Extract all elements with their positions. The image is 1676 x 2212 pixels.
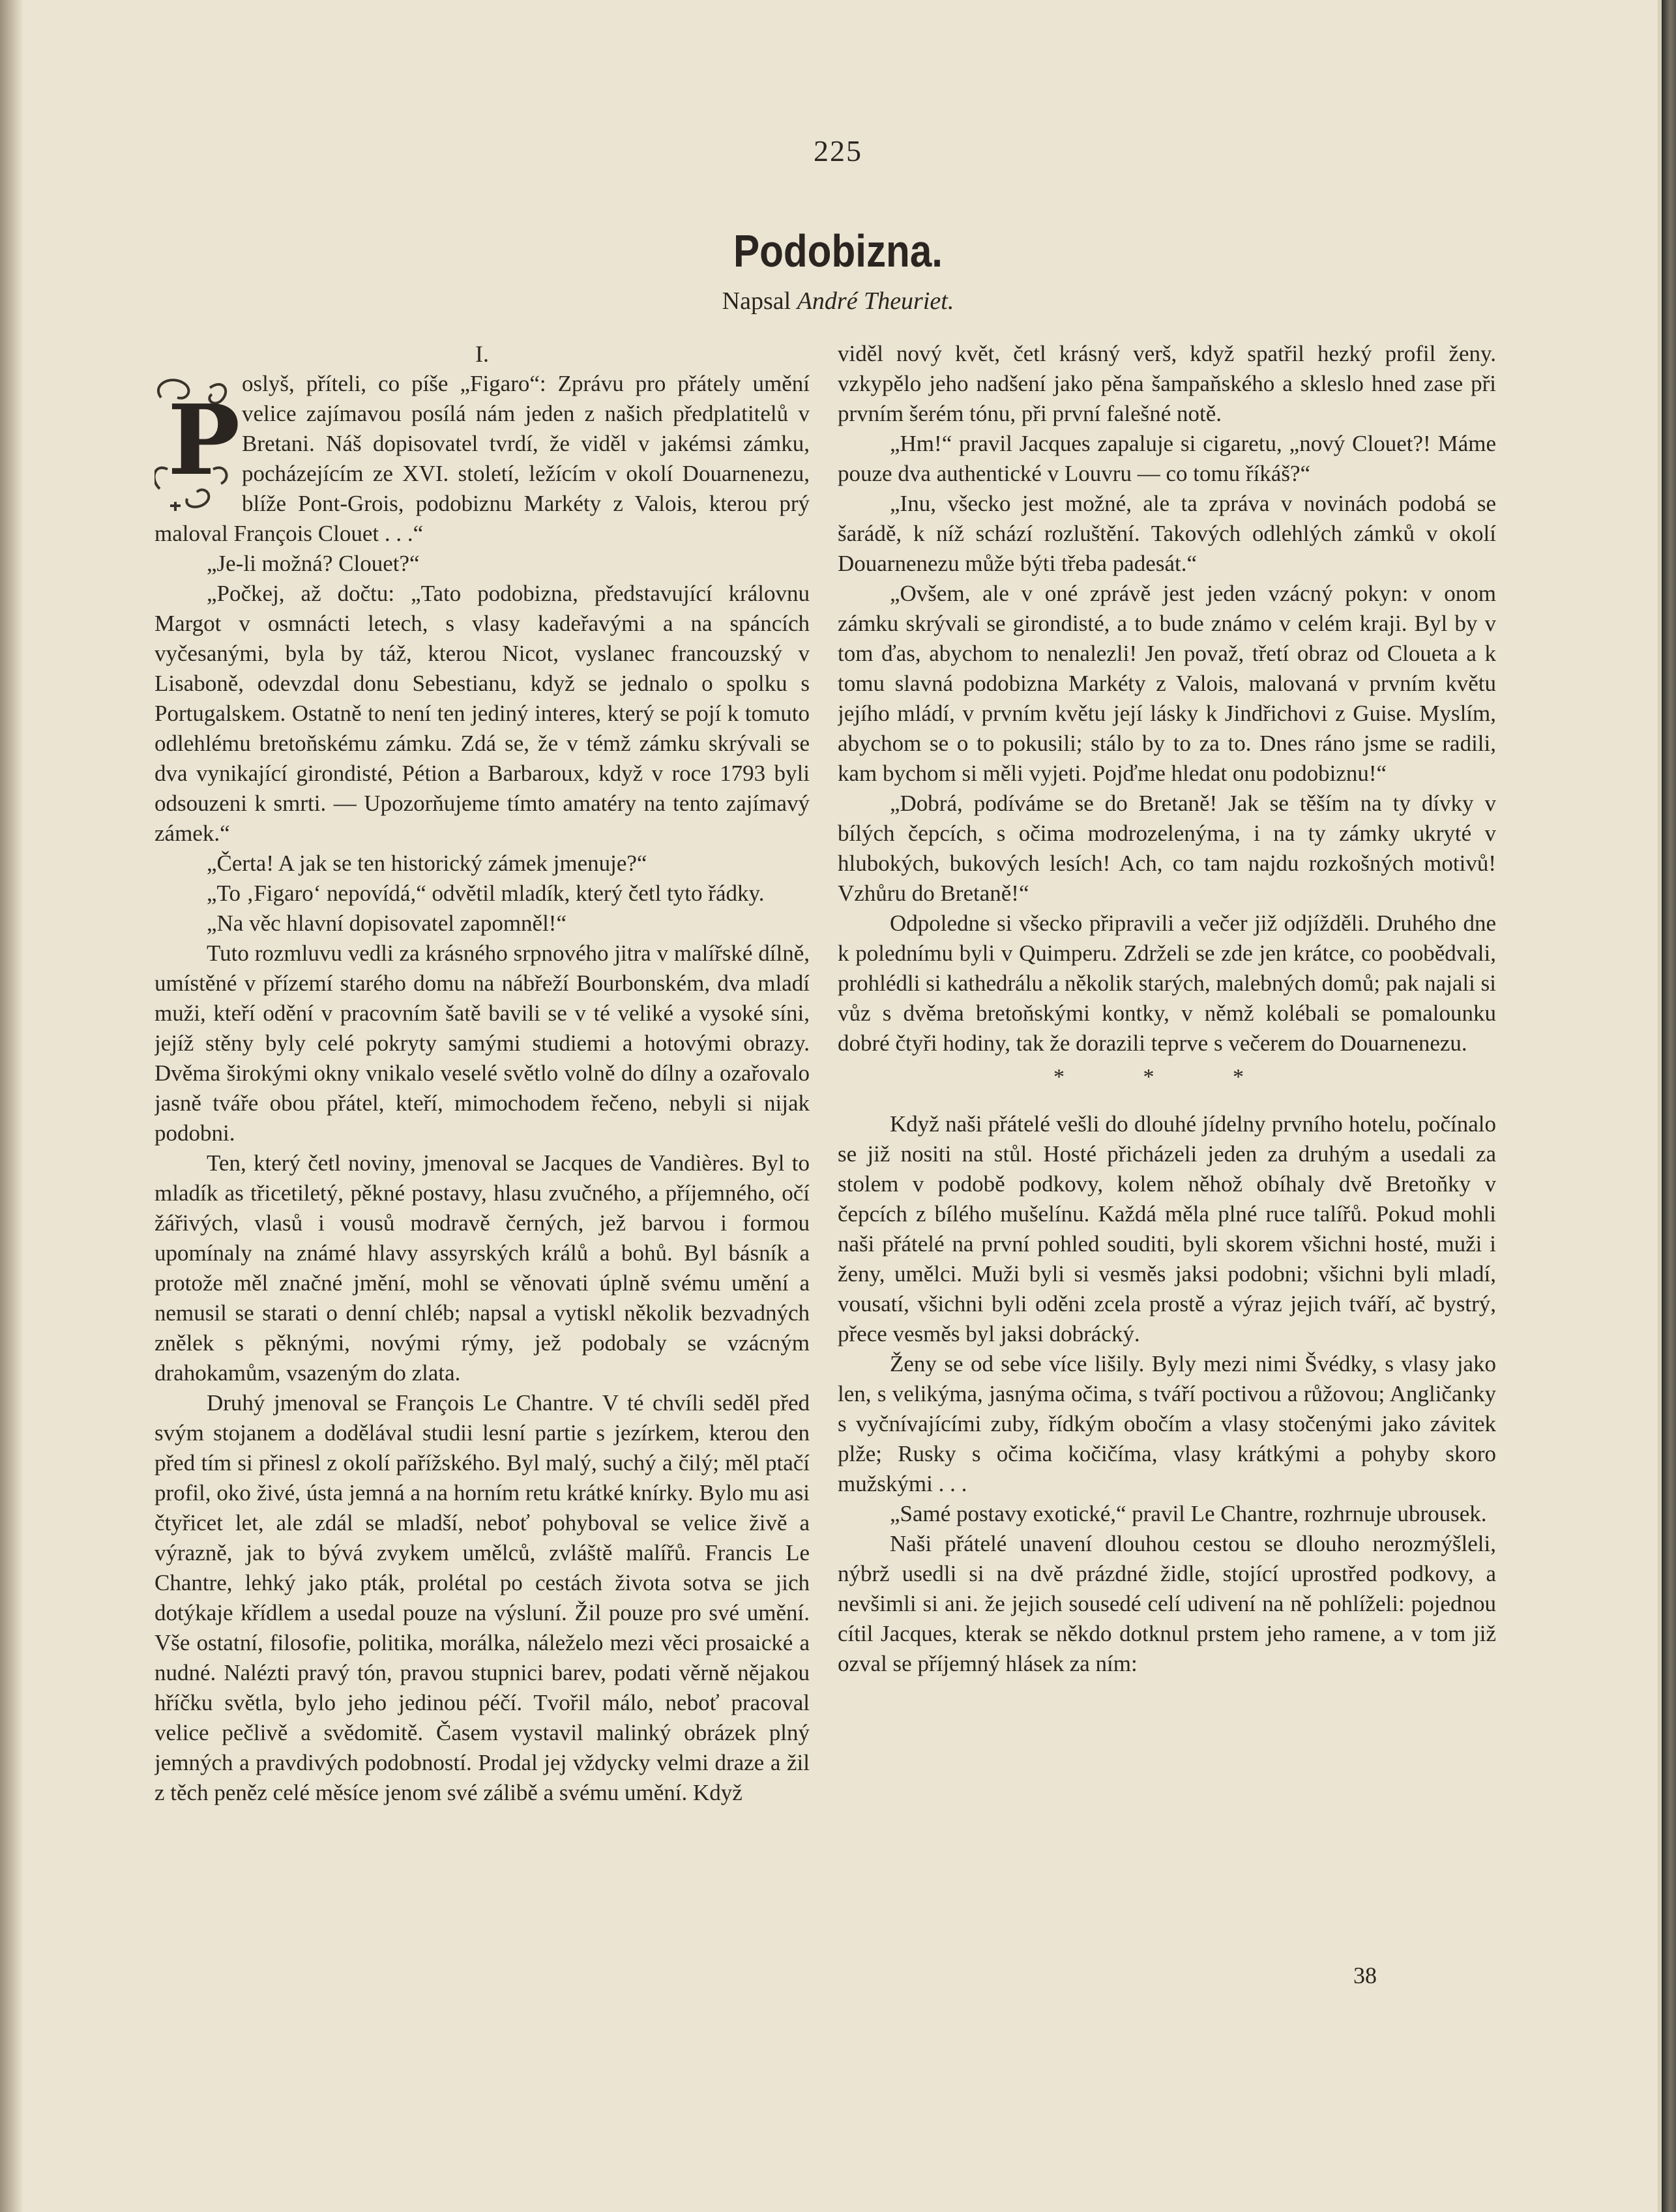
page-edge [1662,0,1676,2212]
paragraph: Ženy se od sebe více lišily. Byly mezi nimi Švédky, s vlasy jako len, s velikýma, jasnýma očima, s tváří poctivou a růžovou; Angličanky s vyčnívajícími zuby, řídkým obočím a vlasy stočenými jako závitek plže; Rusky s očima kočičíma, vlasy krátkými a pohyby skoro mužskými . . . [838,1351,1496,1496]
paragraph: „Čerta! A jak se ten historický zámek jmenuje?“ [207,851,647,876]
paragraph: Ten, který četl noviny, jmenoval se Jacques de Vandières. Byl to mladík as třicetiletý, pěkné postavy, hlasu zvučného, a příjemného, očí žářivých, vlasů i vousů modravě černých, jež barvou i formou upomínaly na známé hlavy assyrských králů a bohů. Byl básník a protože měl značné jmění, mohl se věnovati úplně svému umění a nemusil se starati o denní chléb; napsal a vytiskl několik bezvadných znělek s pěknými, novými rýmy, jež podobaly se vzácným drahokamům, vsazeným do zlata. [154,1150,810,1386]
paragraph: Naši přátelé unavení dlouhou cestou se dlouho nerozmýšleli, nýbrž usedli si na dvě prázdné židle, stojící uprostřed podkovy, a nevšimli si ani. že jejich sousedé celí udivení na ně pohlíželi: pojednou cítil Jacques, kterak se někdo dotknul prstem jeho ramene, a v tom již ozval se příjemný hlásek za ním: [838,1531,1496,1676]
paragraph: „Je-li možná? Clouet?“ [207,551,420,576]
byline-prefix: Napsal [722,287,791,315]
paragraph: viděl nový květ, četl krásný verš, když spatřil hezký profil ženy. vzkypělo jeho nadšení jako pěna šampaňského a skleslo hned zase při prvním šerém tónu, při první falešné notě. [838,341,1496,426]
section-divider: * * * [1053,1065,1280,1089]
byline [0,287,1676,315]
drop-cap [154,371,241,512]
page-number: 225 [814,134,862,167]
paragraph: „Samé postavy exotické,“ pravil Le Chantre, rozhrnuje ubrousek. [890,1501,1487,1526]
paragraph: „Inu, všecko jest možné, ale ta zpráva v novinách podobá se šarádě, k níž schází rozluštění. Takových odlehlých zámků v okolí Douarnenezu může býti třeba padesát.“ [838,491,1496,576]
paragraph: „Dobrá, podíváme se do Bretaně! Jak se těším na ty dívky v bílých čepcích, s očima modrozelenýma, i na ty zámky ukryté v hlubokých, bukových lesích! Ach, co tam najdu rozkošných motivů! Vzhůru do Bretaně!“ [838,791,1496,906]
paragraph: „To ‚Figaro‘ nepovídá,“ odvětil mladík, který četl tyto řádky. [207,880,765,906]
paragraph: „Hm!“ pravil Jacques zapaluje si cigaretu, „nový Clouet?! Máme pouze dva authentické v Louvru — co tomu říkáš?“ [838,431,1496,486]
article-title: Podobizna. [733,226,943,276]
paragraph: Druhý jmenoval se François Le Chantre. V té chvíli seděl před svým stojanem a dodělával studii lesní partie s jezírkem, kterou den před tím si přinesl z okolí pařížského. Byl malý, suchý a čilý; měl ptačí profil, oko živé, ústa jemná a na horním retu krátké knírky. Bylo mu asi čtyřicet let, ale zdál se mladší, neboť pohyboval se velice živě a výrazně, jak to bývá zvykem umělců, zvláště malířů. Francis Le Chantre, lehký jako pták, prolétal po cestách života sotva se jich dotýkaje křídlem a usedal pouze na výsluní. Žil pouze pro své umění. Vše ostatní, filosofie, politika, morálka, náleželo mezi věci prosaické a nudné. Nalézti pravý tón, pravou stupnici barev, podati věrně nějakou hříčku světla, bylo jeho jedinou péčí. Tvořil málo, neboť pracoval velice pečlivě a svědomitě. Časem vystavil malinký obrázek plný jemných a pravdivých podobností. Prodal jej vždycky velmi draze a žil z těch peněz celé měsíce jenom své zálibě a svému umění. Když [154,1390,810,1805]
section-number: I. [475,341,489,367]
signature-mark: 38 [1353,1962,1377,1988]
book-spine-shadow [0,0,23,2212]
paragraph: „Počkej, až dočtu: „Tato podobizna, představující královnu Margot v osmnácti letech, s vlasy kadeřavými a na spáncích vyčesanými, byla by táž, kterou Nicot, vyslanec francouzský v Lisaboně, odevzdal donu Sebestianu, když se jednalo o spolku s Portugalskem. Ostatně to není ten jediný interes, který se pojí k tomuto odlehlému bretoňskému zámku. Zdá se, že v témž zámku skrývali se dva vynikající girondisté, Pétion a Barbaroux, když v roce 1793 byli odsouzeni k smrti. — Upozorňujeme tímto amatéry na tento zajímavý zámek.“ [154,581,810,846]
paragraph: „Ovšem, ale v oné zprávě jest jeden vzácný pokyn: v onom zámku skrývali se girondisté, a to bude známo v celém kraji. Byl by v tom ďas, abychom to nenalezli! Jen považ, třetí obraz od Cloueta a k tomu slavná podobizna Markéty z Valois, malovaná v prvním květu jejího mládí, v prvním květu její lásky k Jindřichovi z Guise. Myslím, abychom se o to pokusili; stálo by to za to. Dnes ráno jsme se radili, kam bychom si měli vyjeti. Pojďme hledat onu podobiznu!“ [838,581,1496,786]
paragraph: Když naši přátelé vešli do dlouhé jídelny prvního hotelu, počínalo se již nositi na stůl. Hosté přicházeli jeden za druhým a usedali za stolem v podobě podkovy, kolem něhož obíhaly dvě Bretoňky v čepcích z bílého mušelínu. Každá měla plné ruce talířů. Pokud mohli naši přátelé na první pohled souditi, byli skorem všichni hosté, muži i ženy, umělci. Muži byli si vesměs jaksi podobni; všichni byli mladí, vousatí, všichni byli oděni zcela prostě a výraz jejich tváří, ač bystrý, přece vesměs byl jaksi dobrácký. [838,1111,1496,1346]
paragraph: oslyš, příteli, co píše „Figaro“: Zprávu pro přátely umění velice zajímavou posílá nám jeden z našich předplatitelů v Bretani. Náš dopisovatel tvrdí, že viděl v jakémsi zámku, pocházejícím ze XVI. století, ležícím v okolí Douarnenezu, blíže Pont-Grois, podobiznu Markéty z Valois, kterou prý maloval François Clouet . . .“ [154,371,810,546]
left-column [154,339,810,1981]
paragraph: Tuto rozmluvu vedli za krásného srpnového jitra v malířské dílně, umístěné v přízemí starého domu na nábřeží Bourbonském, dva mladí muži, kteří odění v pracovním šatě bavili se v té veliké a vysoké síni, jejíž stěny byly celé pokryty samými studiemi a hotovými obrazy. Dvěma širokými okny vnikalo veselé světlo volně do dílny a ozařovalo jasně tváře obou přátel, kteří, mimochodem řečeno, nebyli si nijak podobni. [154,940,810,1146]
paragraph: „Na věc hlavní dopisovatel zapomněl!“ [207,910,567,936]
right-column [838,339,1496,1981]
drop-cap-letter: P [168,383,241,497]
author-name: André Theuriet. [797,287,954,315]
paragraph: Odpoledne si všecko připravili a večer již odjížděli. Druhého dne k polednímu byli v Quimperu. Zdrželi se zde jen krátce, co poobědvali, prohlédli si kathedrálu a několik starých, malebných domů; pak najali si vůz s dvěma bretoňskými kontky, v němž kolébali se pomalounku dobré čtyři hodiny, tak že dorazili teprve s večerem do Douarnenezu. [838,910,1496,1056]
